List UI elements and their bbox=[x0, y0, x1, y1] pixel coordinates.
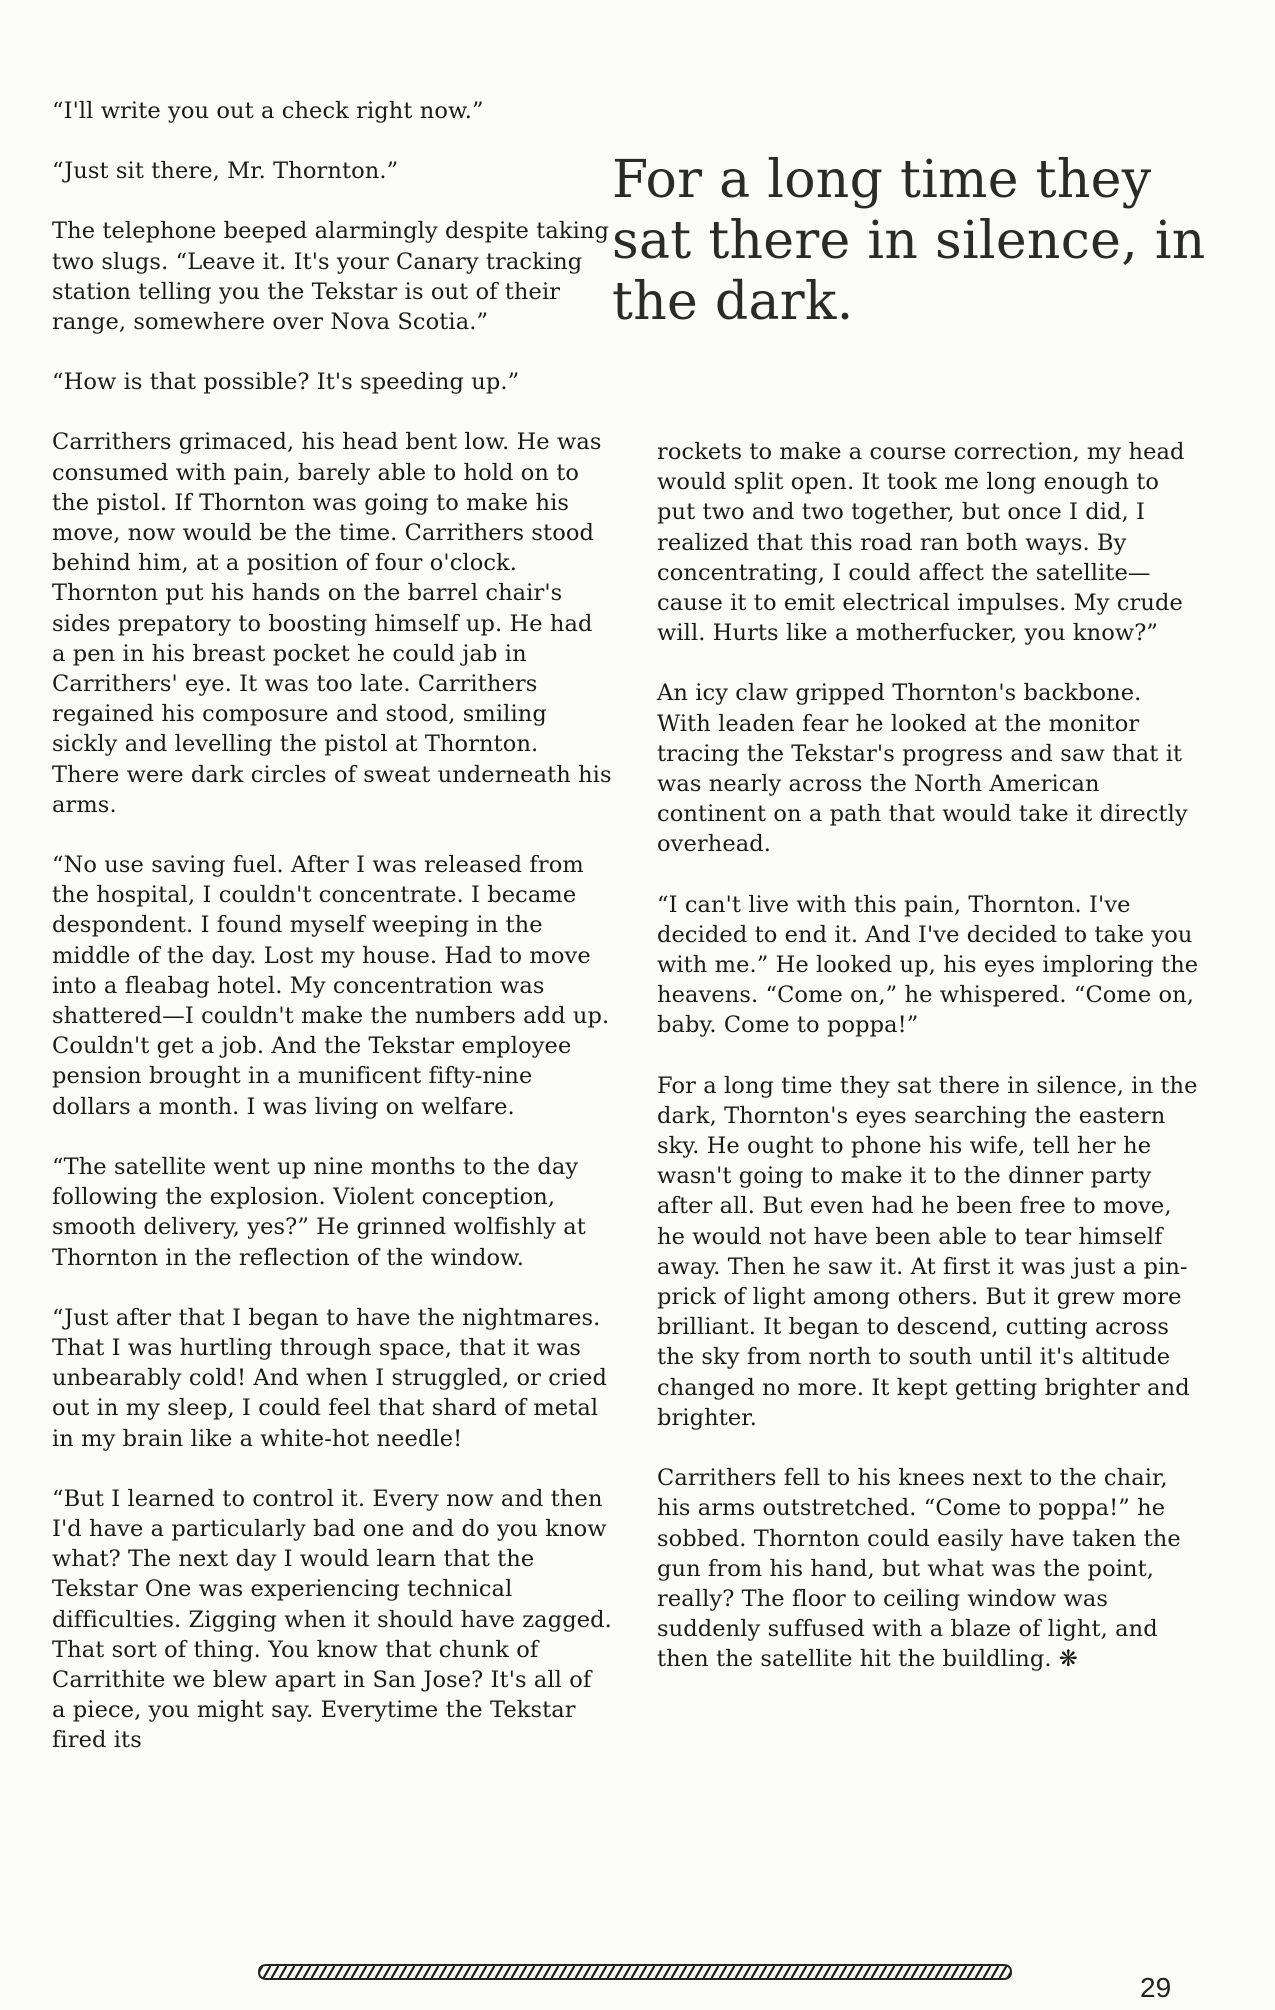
page-number: 29 bbox=[1140, 1972, 1172, 2003]
paragraph: An icy claw gripped Thornton's backbone. With leaden fear he looked at the monitor tracing the Tekstar's progress and saw that it was nearly across the North American continent on a path that would take it directly overhead. bbox=[657, 680, 1188, 858]
paragraph: Carrithers fell to his knees next to the chair, his arms outstretched. “Come to poppa!” he sobbed. Thornton could easily have taken the gun from his hand, but what was the point, really? The floor to ceiling window was suddenly suffused with a blaze of light, and then the satellite hit the buildling. ❋ bbox=[657, 1465, 1181, 1673]
right-column bbox=[657, 437, 1202, 1705]
paragraph: rockets to make a course correction, my head would split open. It took me long enough to put two and two together, but once I did, I realized that this road ran both ways. By concentrating, I could affect the satellite—cause it to emit electrical impulses. My crude will. Hurts like a motherfucker, you know?” bbox=[657, 439, 1185, 647]
paragraph: The telephone beeped alarmingly despite taking two slugs. “Leave it. It's your Canary tracking station telling you the Tekstar is out of their range, somewhere over Nova Scotia.” bbox=[52, 218, 609, 336]
paragraph: “No use saving fuel. After I was released from the hospital, I couldn't concentrate. I became despondent. I found myself weeping in the middle of the day. Lost my house. Had to move into a fleabag hotel. My concentration was shattered—I couldn't make the numbers add up. Couldn't get a job. And the Tekstar employee pension brought in a munificent fifty-nine dollars a month. I was living on welfare. bbox=[52, 852, 610, 1120]
paragraph: “Just sit there, Mr. Thornton.” bbox=[52, 158, 399, 185]
paragraph: Carrithers grimaced, his head bent low. He was consumed with pain, barely able to hold on to the pistol. If Thornton was going to make his move, now would be the time. Carrithers stood behind him, at a position of four o'clock. Thornton put his hands on the barrel chair's sides prepatory to boosting himself up. He had a pen in his breast pocket he could jab in Carrithers' eye. It was too late. Carrithers regained his composure and stood, smiling sickly and levelling the pistol at Thornton. There were dark circles of sweat underneath his arms. bbox=[52, 429, 612, 818]
decorative-rope-rule bbox=[255, 1963, 1015, 1981]
paragraph: For a long time they sat there in silence, in the dark, Thornton's eyes searching the eastern sky. He ought to phone his wife, tell her he wasn't going to make it to the dinner party after all. But even had he been free to move, he would not have been able to tear himself away. Then he saw it. At first it was just a pin-prick of light among others. But it grew more brilliant. It began to descend, cutting across the sky from north to south until it's altitude changed no more. It kept getting brighter and brighter. bbox=[657, 1072, 1198, 1431]
paragraph: “But I learned to control it. Every now and then I'd have a particularly bad one and do you know what? The next day I would learn that the Tekstar One was experiencing technical difficulties. Zigging when it should have zagged. That sort of thing. You know that chunk of Carrithite we blew apart in San Jose? It's all of a piece, you might say. Everytime the Tekstar fired its bbox=[52, 1485, 612, 1754]
pull-quote: For a long time they sat there in silence, in the dark. bbox=[612, 150, 1206, 332]
paragraph: “Just after that I began to have the nightmares. That I was hurtling through space, that it was unbearably cold! And when I struggled, or cried out in my sleep, I could feel that shard of metal in my brain like a white-hot needle! bbox=[52, 1304, 608, 1452]
paragraph: “I'll write you out a check right now.” bbox=[52, 98, 484, 124]
left-column bbox=[52, 96, 612, 1786]
paragraph: “The satellite went up nine months to the day following the explosion. Violent conception, smooth delivery, yes?” He grinned wolfishly at Thornton in the reflection of the window. bbox=[52, 1153, 586, 1271]
paragraph: “I can't live with this pain, Thornton. I've decided to end it. And I've decided to take you with me.” He looked up, his eyes imploring the heavens. “Come on,” he whispered. “Come on, baby. Come to poppa!” bbox=[657, 891, 1199, 1039]
paragraph: “How is that possible? It's speeding up.” bbox=[52, 369, 520, 396]
